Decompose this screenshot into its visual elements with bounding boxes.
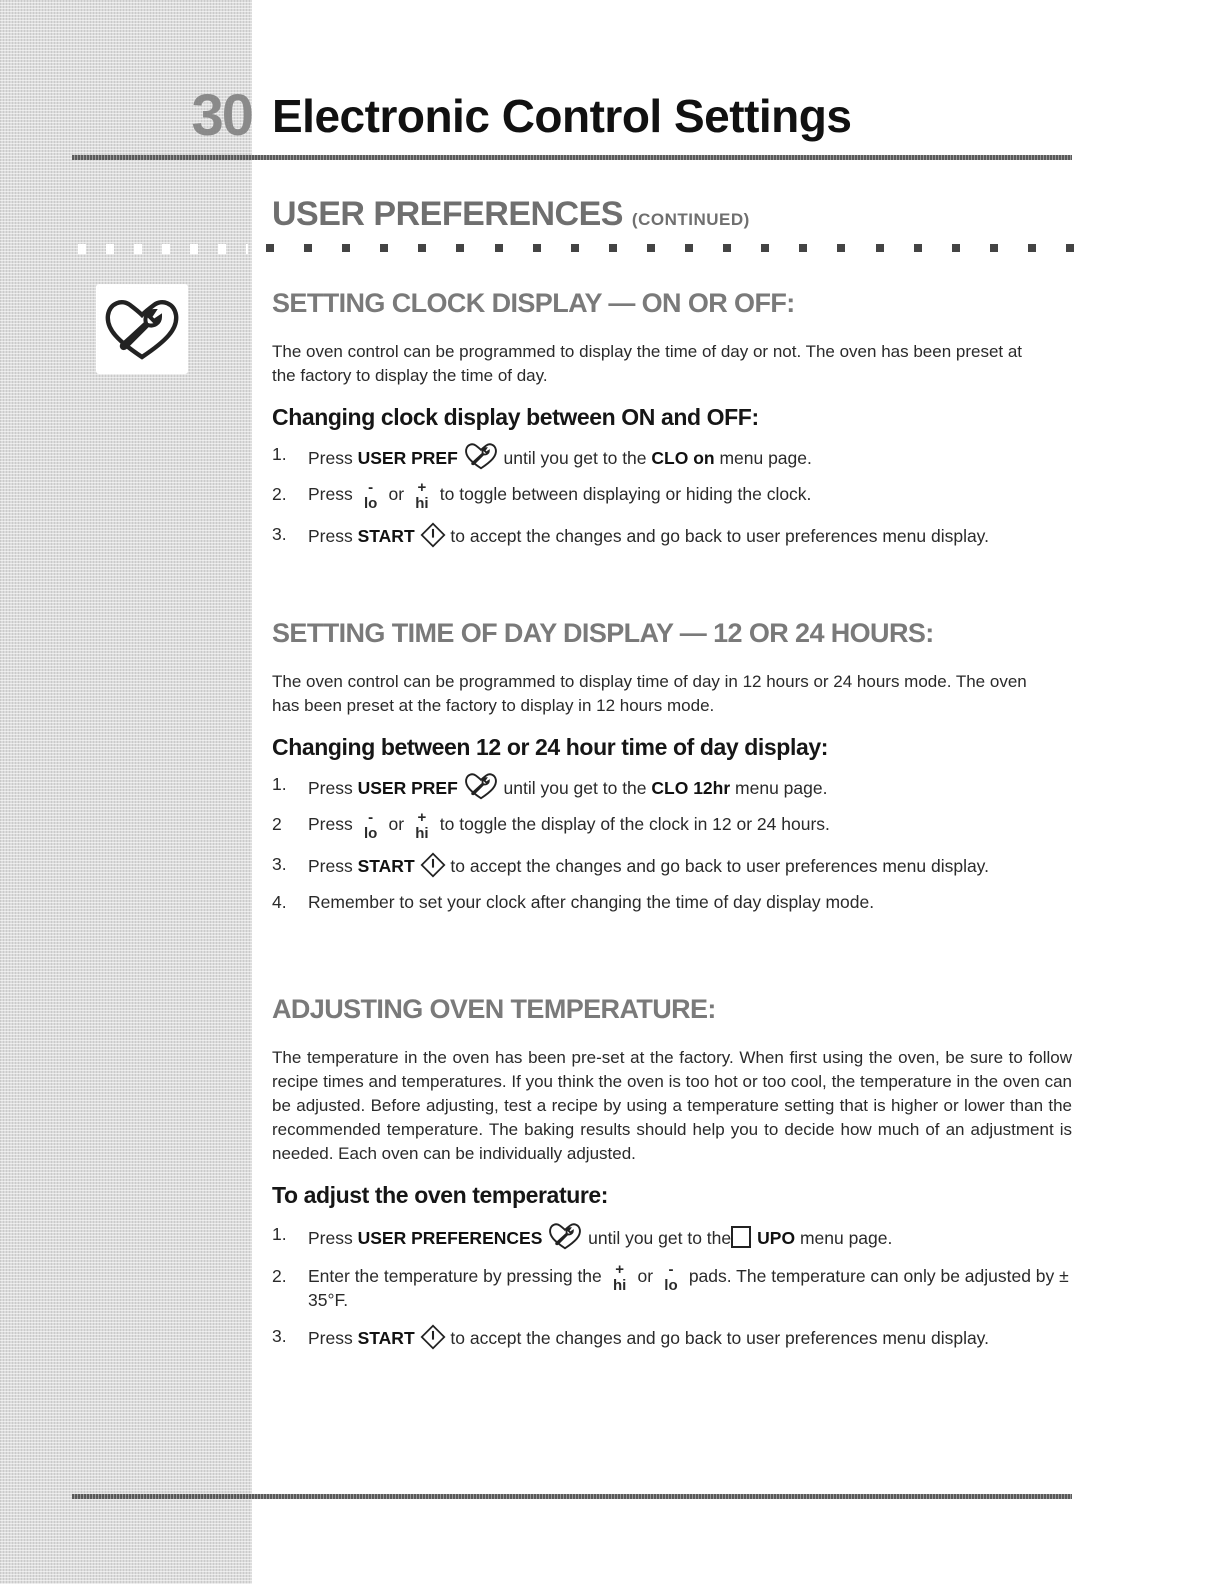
footer-rule — [72, 1494, 1072, 1499]
user-preferences-icon-box — [96, 284, 188, 374]
start-icon — [420, 522, 446, 548]
lo-key: - lo — [664, 1261, 678, 1294]
list-item: 1. Press USER PREFERENCES until you get to the UPO menu page. — [272, 1224, 893, 1248]
section-dot-divider — [266, 244, 1074, 254]
start-icon — [420, 852, 446, 878]
section-continued: (CONTINUED) — [631, 210, 750, 229]
oven-temp-intro: The temperature in the oven has been pre-set at the factory. When first using the oven, be sure to follow recipe times and temperatures. If you think the oven is too hot or too cool, the temperature in the oven can be adjusted. Before adjusting, test a recipe by using a temperature setting that is higher or lower than the recommended temperature. The baking results should help you to decide how much of an adjustment is needed. Each oven can be individually adjusted. — [272, 1048, 1072, 1163]
lo-key: - lo — [363, 809, 378, 842]
time-display-heading: SETTING TIME OF DAY DISPLAY — 12 OR 24 HOURS: — [272, 618, 934, 648]
lo-key: - lo — [363, 479, 378, 512]
list-item: 3. Press START to accept the changes and go back to user preferences menu display. — [272, 854, 989, 876]
section-title-text: USER PREFERENCES — [272, 195, 623, 233]
user-preferences-icon — [463, 772, 499, 800]
oven-temp-heading: ADJUSTING OVEN TEMPERATURE: — [272, 994, 716, 1024]
start-icon — [420, 1324, 446, 1350]
oven-temp-section — [272, 992, 1072, 1350]
user-preferences-icon — [547, 1222, 583, 1250]
list-item: 2. Press - lo or + hi to toggle between displaying or hiding the clock. — [272, 479, 812, 512]
list-item: 4. Remember to set your clock after changing the time of day display mode. — [272, 892, 875, 912]
list-item: 2. Enter the temperature by pressing the + hi or - lo pads. The temperature can only be adjusted by ± 35°F. — [272, 1261, 1069, 1310]
header-rule — [72, 155, 1072, 160]
section-title — [272, 194, 750, 240]
list-item: 3. Press START to accept the changes and go back to user preferences menu display. — [272, 524, 989, 546]
page-number: 30 — [191, 83, 252, 148]
time-display-section — [272, 616, 1072, 914]
list-item: 1. Press USER PREF until you get to the CLO 12hr menu page. — [272, 774, 828, 798]
user-preferences-icon — [102, 296, 182, 362]
sidebar-dots — [78, 244, 248, 254]
clock-display-section — [272, 286, 1072, 548]
list-item: 2 Press - lo or + hi to toggle the display of the clock in 12 or 24 hours. — [272, 809, 830, 842]
clock-display-intro: The oven control can be programmed to display the time of day or not. The oven has been preset at the factory to display the time of day. — [272, 342, 1023, 385]
time-display-subheading: Changing between 12 or 24 hour time of day display: — [272, 734, 828, 760]
clock-display-subheading: Changing clock display between ON and OFF: — [272, 404, 759, 430]
list-item: 3. Press START to accept the changes and go back to user preferences menu display. — [272, 1326, 989, 1348]
clock-display-heading: SETTING CLOCK DISPLAY — ON OR OFF: — [272, 288, 795, 318]
oven-temp-subheading: To adjust the oven temperature: — [272, 1182, 609, 1208]
user-preferences-icon — [463, 442, 499, 470]
hi-key: + hi — [415, 809, 429, 842]
hi-key: + hi — [415, 479, 429, 512]
hi-key: + hi — [612, 1261, 627, 1294]
time-display-intro: The oven control can be programmed to display time of day in 12 hours or 24 hours mode. The oven has been preset at the factory to display in 12 hours mode. — [272, 672, 1027, 715]
page-title: Electronic Control Settings — [272, 90, 852, 142]
sidebar-texture — [0, 0, 252, 1584]
list-item: 1. Press USER PREF until you get to the CLO on menu page. — [272, 444, 812, 468]
square-icon — [731, 1226, 751, 1248]
